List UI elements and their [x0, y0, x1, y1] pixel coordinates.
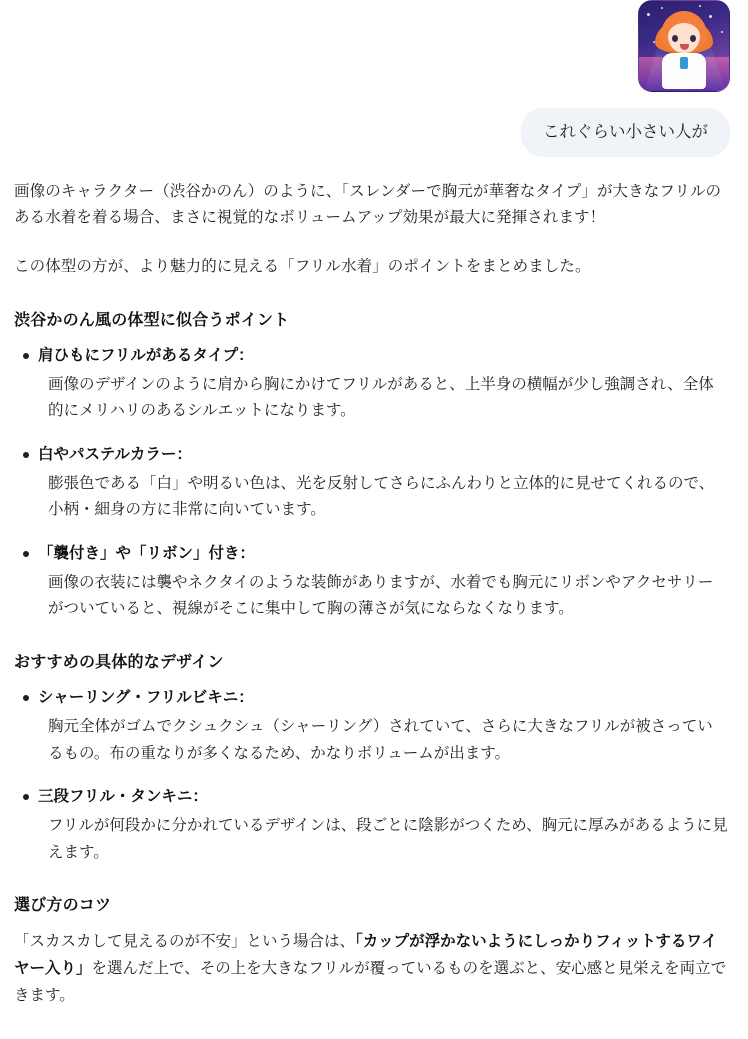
assistant-response [0, 157, 748, 1009]
user-message-bubble: これぐらい小さい人が [521, 108, 730, 157]
section-list-body-type [14, 344, 728, 623]
section-list-designs [14, 686, 728, 866]
section-heading-body-type: 渋谷かのん風の体型に似合うポイント [14, 311, 290, 329]
list-item [38, 443, 728, 524]
list-item-title: シャーリング・フリルビキニ： [38, 689, 254, 707]
list-item [38, 785, 728, 866]
final-bold-text: 「カップが浮かないようにしっかりフィットするワイヤー入り」 [14, 933, 717, 977]
attached-image-thumbnail[interactable] [638, 0, 730, 92]
list-item-title: 白やパステルカラー： [38, 445, 192, 463]
final-paragraph-block [14, 929, 728, 1009]
assistant-intro-paragraph-2: この体型の方が、より魅力的に見える「フリル水着」のポイントをまとめました。 [14, 258, 591, 276]
attachment-row [0, 0, 748, 92]
list-item-title: 肩ひもにフリルがあるタイプ： [38, 346, 254, 364]
user-message-row [0, 92, 748, 157]
character-eye-left [672, 35, 678, 42]
list-item [38, 542, 728, 623]
section-heading-tips: 選び方のコツ [14, 897, 112, 915]
list-item-description: 膨張色である「白」や明るい色は、光を反射してさらにふんわりと立体的に見せてくれるので、小柄・細身の方に非常に向いています。 [48, 474, 715, 519]
character-eye-right [690, 35, 696, 42]
list-item-description: フリルが何段かに分かれているデザインは、段ごとに陰影がつくため、胸元に厚みがあるように見えます。 [48, 816, 728, 861]
list-item-title: 三段フリル・タンキニ： [38, 788, 208, 806]
list-item-description: 胸元全体がゴムでクシュクシュ（シャーリング）されていて、さらに大きなフリルが被さっているもの。布の重なりが多くなるため、かなりボリュームが出ます。 [48, 717, 713, 762]
list-item-description: 画像のデザインのように肩から胸にかけてフリルがあると、上半身の横幅が少し強調され、全体的にメリハリのあるシルエットになります。 [48, 375, 714, 420]
list-item [38, 344, 728, 425]
final-paragraph [14, 929, 728, 1009]
section-heading-designs: おすすめの具体的なデザイン [14, 654, 224, 672]
final-text-2: を選んだ上で、その上を大きなフリルが覆っているものを選ぶと、安心感と見栄えを両立できます。 [14, 959, 727, 1004]
final-text-1: 「スカスカして見えるのが不安」という場合は、 [14, 933, 356, 951]
assistant-intro-paragraph-1: 画像のキャラクター（渋谷かのん）のように、「スレンダーで胸元が華奢なタイプ」が大きなフリルのある水着を着る場合、まさに視覚的なボリュームアップ効果が最大に発揮されます！ [14, 182, 722, 227]
list-item-title: 「襲付き」や「リボン」付き： [38, 544, 256, 562]
character-necktie [680, 57, 688, 69]
list-item [38, 686, 728, 767]
list-item-description: 画像の衣装には襲やネクタイのような装飾がありますが、水着でも胸元にリボンやアクセサリーがついていると、視線がそこに集中して胸の薄さが気にならなくなります。 [48, 573, 714, 618]
